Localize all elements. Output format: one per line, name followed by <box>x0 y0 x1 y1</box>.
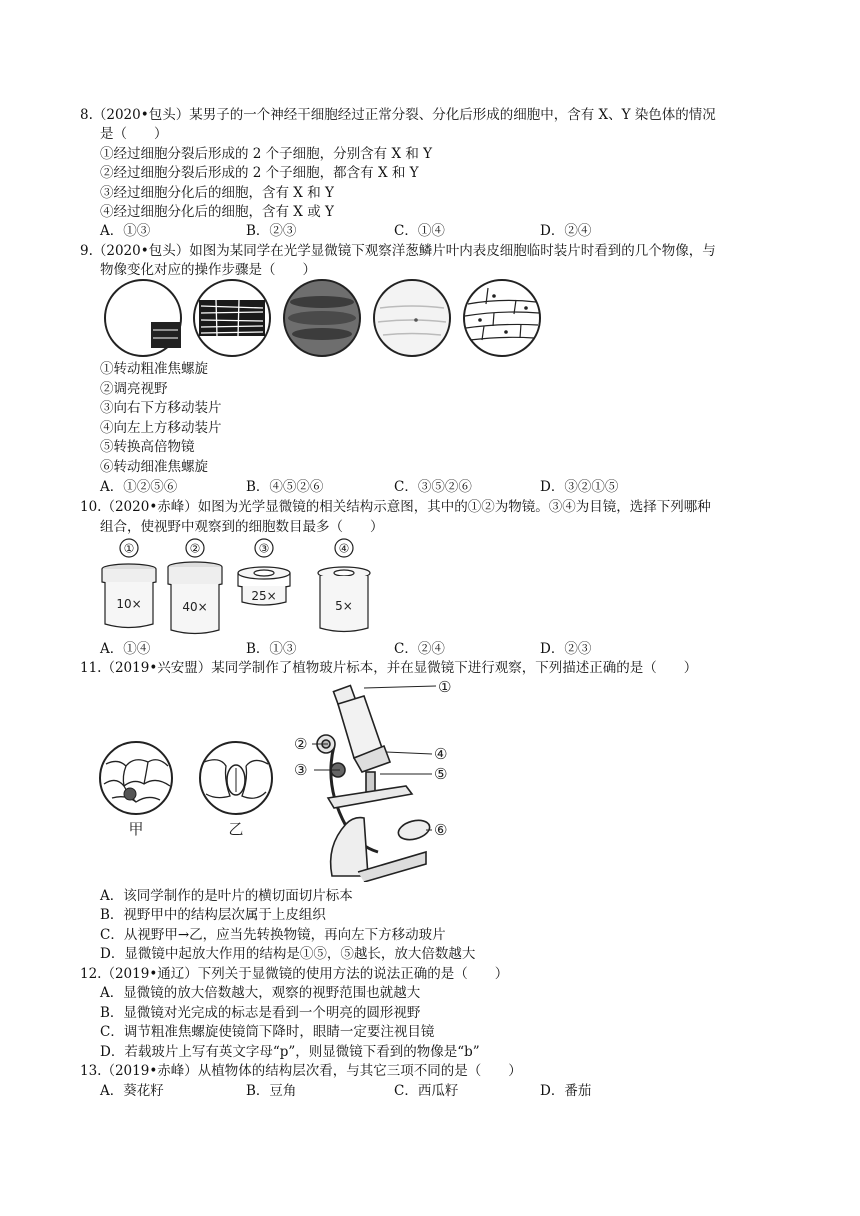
q13-option-a: A．葵花籽 <box>100 1083 164 1099</box>
q11-stem-line1: 11.（2019•兴安盟）某同学制作了植物玻片标本，并在显微镜下进行观察，下列描述正确的是（ ） <box>80 660 698 676</box>
q9-option-c: C．③⑤②⑥ <box>394 479 472 495</box>
q8-option-c: C．①④ <box>394 223 445 239</box>
q8-item-1: ①经过细胞分裂后形成的 2 个子细胞，分别含有 X 和 Y <box>100 146 433 162</box>
q11-scope-label-3: ③ <box>294 761 308 779</box>
q10-lens-label-4: 5× <box>335 599 353 613</box>
q11-option-a: A．该同学制作的是叶片的横切面切片标本 <box>100 888 353 904</box>
q9-view-3 <box>284 280 360 356</box>
q8-option-b: B．②③ <box>246 223 297 239</box>
q12-option-c: C．调节粗准焦螺旋使镜筒下降时，眼睛一定要注视目镜 <box>100 1024 435 1040</box>
q9-view-4 <box>374 280 450 356</box>
q9-view-2 <box>194 280 270 356</box>
q8-option-d: D．②④ <box>540 223 592 239</box>
q13-option-c: C．西瓜籽 <box>394 1083 459 1099</box>
q12-option-d: D．若载玻片上写有英文字母“p”，则显微镜下看到的物像是“b” <box>100 1044 480 1060</box>
q10-stem-line2: 组合，使视野中观察到的细胞数目最多（ ） <box>100 519 384 535</box>
q13-option-b: B．豆角 <box>246 1083 297 1099</box>
q12-stem-line1: 12.（2019•通辽）下列关于显微镜的使用方法的说法正确的是（ ） <box>80 966 509 982</box>
q8-stem-line2: 是（ ） <box>100 126 168 142</box>
q9-item-6: ⑥转动细准焦螺旋 <box>100 459 208 475</box>
q9-item-5: ⑤转换高倍物镜 <box>100 439 195 455</box>
q9-item-2: ②调亮视野 <box>100 381 168 397</box>
q9-option-a: A．①②⑤⑥ <box>100 479 178 495</box>
q10-lens-number-3: ③ <box>258 541 270 556</box>
q11-microscope-figure <box>96 676 466 882</box>
q9-stem-line1: 9.（2020•包头）如图为某同学在光学显微镜下观察洋葱鳞片叶内表皮细胞临时装片时看到的几个物像，与 <box>80 243 716 259</box>
q9-item-1: ①转动粗准焦螺旋 <box>100 361 208 377</box>
q10-objective-lens-1 <box>102 539 156 628</box>
q9-option-d: D．③②①⑤ <box>540 479 619 495</box>
q11-scope-label-6: ⑥ <box>434 821 448 839</box>
q13-stem-line1: 13.（2019•赤峰）从植物体的结构层次看，与其它三项不同的是（ ） <box>80 1063 522 1079</box>
q8-stem-line1: 8.（2020•包头）某男子的一个神经干细胞经过正常分裂、分化后形成的细胞中，含有 X、Y 染色体的情况 <box>80 107 716 123</box>
q10-eyepiece-lens-4 <box>318 539 370 632</box>
q9-item-3: ③向右下方移动装片 <box>100 400 222 416</box>
q8-item-2: ②经过细胞分裂后形成的 2 个子细胞，都含有 X 和 Y <box>100 165 419 181</box>
q10-option-a: A．①④ <box>100 641 151 657</box>
q11-scope-label-2: ② <box>294 735 308 753</box>
q8-item-4: ④经过细胞分化后的细胞，含有 X 或 Y <box>100 204 334 220</box>
q11-option-d: D．显微镜中起放大作用的结构是①⑤，⑤越长，放大倍数越大 <box>100 946 476 962</box>
q11-scope-label-1: ① <box>438 678 452 696</box>
q11-scope-label-4: ④ <box>434 745 448 763</box>
q9-microscope-views-figure <box>96 278 556 360</box>
q12-option-a: A．显微镜的放大倍数越大，观察的视野范围也就越大 <box>100 985 421 1001</box>
q8-item-3: ③经过细胞分化后的细胞，含有 X 和 Y <box>100 185 334 201</box>
q12-option-b: B．显微镜对光完成的标志是看到一个明亮的圆形视野 <box>100 1005 421 1021</box>
q10-lens-figure <box>96 538 376 638</box>
q9-item-4: ④向左上方移动装片 <box>100 420 222 436</box>
q10-lens-number-1: ① <box>123 541 135 556</box>
q11-option-b: B．视野甲中的结构层次属于上皮组织 <box>100 907 326 923</box>
q10-option-c: C．②④ <box>394 641 445 657</box>
q10-lens-number-2: ② <box>189 541 201 556</box>
q10-lens-label-3: 25× <box>251 589 277 603</box>
q9-stem-line2: 物像变化对应的操作步骤是（ ） <box>100 262 316 278</box>
q11-label-yi: 乙 <box>228 820 244 838</box>
q9-view-5 <box>464 280 540 356</box>
q10-lens-label-2: 40× <box>182 600 208 614</box>
q8-option-a: A．①③ <box>100 223 151 239</box>
q11-view-jia <box>100 742 172 838</box>
q11-view-yi <box>200 742 272 838</box>
q10-eyepiece-lens-3 <box>238 539 290 605</box>
q10-option-d: D．②③ <box>540 641 592 657</box>
q10-option-b: B．①③ <box>246 641 297 657</box>
q10-stem-line1: 10.（2020•赤峰）如图为光学显微镜的相关结构示意图，其中的①②为物镜。③④为目镜，选择下列哪种 <box>80 499 711 515</box>
q10-objective-lens-2 <box>168 539 222 634</box>
q9-option-b: B．④⑤②⑥ <box>246 479 324 495</box>
q10-lens-number-4: ④ <box>338 541 350 556</box>
q13-option-d: D．番茄 <box>540 1083 592 1099</box>
q11-scope-label-5: ⑤ <box>434 765 448 783</box>
q11-microscope-drawing <box>317 685 432 882</box>
q10-lens-label-1: 10× <box>116 597 142 611</box>
q11-label-jia: 甲 <box>128 820 144 838</box>
q11-option-c: C．从视野甲→乙，应当先转换物镜，再向左下方移动玻片 <box>100 927 446 943</box>
q9-view-1 <box>105 280 181 356</box>
